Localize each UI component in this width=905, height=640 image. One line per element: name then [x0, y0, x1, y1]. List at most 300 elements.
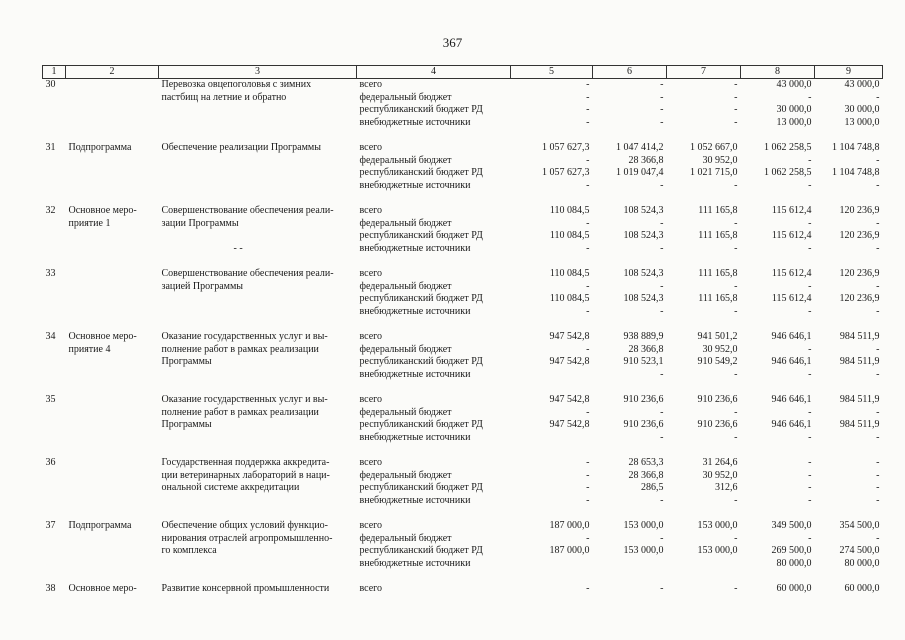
record-number [43, 92, 66, 105]
amount-cell: - [876, 457, 880, 468]
record-type [66, 167, 159, 180]
amount-cell: 108 524,3 [623, 205, 664, 216]
amount-cell: 110 084,5 [549, 268, 590, 279]
record-type [66, 482, 159, 495]
record-name: Совершенствование обеспечения реали- [161, 205, 334, 216]
amount-cell: 120 236,9 [839, 268, 880, 279]
column-header: 1 [43, 66, 66, 79]
table-row [43, 205, 883, 218]
amount-cell: - [586, 469, 590, 481]
table-row [43, 155, 883, 168]
funding-source: республиканский бюджет РД [359, 293, 483, 304]
record-number: 30 [45, 79, 56, 90]
record-name: Государственная поддержка аккредита- [161, 457, 330, 468]
spacer-cell [43, 570, 883, 583]
amount-cell: - [808, 280, 812, 292]
amount-cell: 1 104 748,8 [832, 167, 880, 178]
record-spacer [43, 570, 883, 583]
amount-cell: 13 000,0 [844, 116, 880, 128]
record-spacer [43, 129, 883, 142]
amount-cell: 354 500,0 [839, 520, 880, 531]
amount-cell: 111 165,8 [698, 230, 738, 241]
amount-cell: 946 646,1 [771, 394, 812, 405]
amount-cell: 312,6 [715, 482, 738, 493]
record-type [66, 419, 159, 432]
spacer-cell [43, 444, 883, 457]
amount-cell: 120 236,9 [839, 205, 880, 216]
amount-cell: - [660, 431, 664, 443]
record-number [43, 356, 66, 369]
record-number [43, 218, 66, 231]
amount-cell: 115 612,4 [771, 205, 812, 216]
record-number: 36 [45, 457, 56, 468]
record-number: 34 [45, 331, 56, 342]
record-name: ональной системе аккредитации [161, 482, 300, 493]
amount-cell: 111 165,8 [698, 268, 738, 279]
table-row [43, 533, 883, 546]
funding-source: республиканский бюджет РД [359, 419, 483, 430]
funding-source: всего [359, 205, 383, 216]
amount-cell: 43 000,0 [844, 79, 880, 90]
record-type: Основное меро- [68, 331, 137, 342]
amount-cell: - [660, 242, 664, 254]
amount-cell: 153 000,0 [623, 545, 664, 556]
record-type [66, 268, 159, 281]
amount-cell: - [876, 482, 880, 493]
amount-cell: - [808, 242, 812, 254]
record-name: Программы [161, 356, 212, 367]
record-type [66, 470, 159, 483]
record-name: го комплекса [161, 545, 217, 556]
record-spacer [43, 507, 883, 520]
record-type [66, 369, 159, 382]
amount-cell: 941 501,2 [697, 331, 738, 342]
record-type [66, 407, 159, 420]
amount-cell: 1 019 047,4 [616, 167, 664, 178]
table-row [43, 142, 883, 155]
table-body [43, 79, 883, 596]
record-type: приятие 1 [68, 217, 111, 229]
spacer-cell [43, 507, 883, 520]
table-row [43, 457, 883, 470]
amount-cell: - [808, 91, 812, 103]
column-number-row [43, 66, 883, 79]
record-number [43, 419, 66, 432]
funding-source: республиканский бюджет РД [359, 482, 483, 493]
funding-source: внебюджетные источники [359, 242, 471, 254]
amount-cell: 110 084,5 [549, 293, 590, 304]
column-header: 2 [66, 66, 159, 79]
record-name [159, 558, 357, 571]
amount-cell: 28 366,8 [628, 154, 664, 166]
amount-cell: - [734, 431, 738, 443]
table-row [43, 482, 883, 495]
amount-cell: - [660, 494, 664, 506]
amount-cell: - [586, 280, 590, 292]
funding-source: всего [359, 457, 383, 468]
funding-source: внебюджетные источники [359, 557, 471, 569]
amount-cell: - [876, 305, 880, 317]
table-row [43, 495, 883, 508]
amount-cell: 910 549,2 [697, 356, 738, 367]
table-row [43, 218, 883, 231]
amount-cell: - [808, 457, 812, 468]
record-spacer [43, 318, 883, 331]
record-type: приятие 4 [68, 343, 111, 355]
amount-cell: - [876, 154, 880, 166]
amount-cell: - [586, 179, 590, 191]
amount-cell: 1 062 258,5 [764, 167, 812, 178]
record-name [159, 155, 357, 168]
spacer-cell [43, 381, 883, 394]
column-header: 3 [159, 66, 357, 79]
funding-source: всего [359, 331, 383, 342]
column-header: 8 [741, 66, 815, 79]
table-row [43, 293, 883, 306]
table-row [43, 281, 883, 294]
record-name: зации Программы [161, 217, 239, 229]
amount-cell: 120 236,9 [839, 293, 880, 304]
amount-cell: 947 542,8 [549, 394, 590, 405]
amount-cell: 1 062 258,5 [764, 142, 812, 153]
table-row [43, 470, 883, 483]
table-row [43, 369, 883, 382]
amount-cell: - [808, 305, 812, 317]
record-number [43, 558, 66, 571]
record-name: пастбищ на летние и обратно [161, 91, 287, 103]
amount-cell [511, 369, 593, 382]
page-number: 367 [442, 35, 463, 50]
amount-cell: 286,5 [641, 482, 664, 493]
amount-cell: - [876, 242, 880, 254]
amount-cell: - [876, 532, 880, 544]
funding-source: внебюджетные источники [359, 179, 471, 191]
table-row [43, 268, 883, 281]
spacer-cell [43, 255, 883, 268]
record-name [159, 167, 357, 180]
amount-cell: - [586, 217, 590, 229]
amount-cell: 80 000,0 [844, 557, 880, 569]
record-name: - - [233, 242, 243, 254]
amount-cell [511, 558, 593, 571]
record-name: Развитие консервной промышленности [161, 583, 330, 594]
table-row [43, 419, 883, 432]
amount-cell: 153 000,0 [697, 545, 738, 556]
amount-cell: 30 952,0 [702, 343, 738, 355]
amount-cell: 31 264,6 [702, 457, 738, 468]
amount-cell: - [808, 179, 812, 191]
funding-source: внебюджетные источники [359, 305, 471, 317]
amount-cell: 111 165,8 [698, 293, 738, 304]
table-row [43, 344, 883, 357]
amount-cell: 1 057 627,3 [542, 167, 590, 178]
amount-cell: 30 952,0 [702, 154, 738, 166]
record-spacer [43, 381, 883, 394]
amount-cell: - [660, 280, 664, 292]
amount-cell: 349 500,0 [771, 520, 812, 531]
amount-cell: - [586, 482, 590, 493]
amount-cell: 115 612,4 [771, 293, 812, 304]
record-type [66, 432, 159, 445]
amount-cell: 110 084,5 [549, 205, 590, 216]
amount-cell: - [586, 457, 590, 468]
table-row [43, 520, 883, 533]
amount-cell: - [734, 406, 738, 418]
record-type [66, 533, 159, 546]
record-number [43, 533, 66, 546]
amount-cell: - [660, 217, 664, 229]
column-header: 5 [511, 66, 593, 79]
record-number [43, 545, 66, 558]
amount-cell: 30 000,0 [776, 104, 812, 115]
amount-cell: 910 236,6 [623, 394, 664, 405]
table-row [43, 230, 883, 243]
record-type: Основное меро- [68, 583, 137, 594]
amount-cell: - [586, 79, 590, 90]
amount-cell: 108 524,3 [623, 293, 664, 304]
table-row [43, 558, 883, 571]
amount-cell: - [876, 179, 880, 191]
record-name: Программы [161, 419, 212, 430]
record-name [159, 180, 357, 193]
table-row [43, 243, 883, 256]
amount-cell: - [586, 494, 590, 506]
amount-cell [667, 558, 741, 571]
amount-cell: 13 000,0 [776, 116, 812, 128]
amount-cell: 1 052 667,0 [690, 142, 738, 153]
amount-cell: 28 653,3 [628, 457, 664, 468]
record-name [159, 306, 357, 319]
amount-cell: - [660, 79, 664, 90]
amount-cell [511, 432, 593, 445]
amount-cell: - [876, 469, 880, 481]
amount-cell: 947 542,8 [549, 331, 590, 342]
amount-cell: - [876, 368, 880, 380]
funding-source: всего [359, 268, 383, 279]
record-type: Подпрограмма [68, 142, 132, 153]
record-name [159, 117, 357, 130]
amount-cell: - [660, 305, 664, 317]
record-number [43, 117, 66, 130]
record-type [66, 230, 159, 243]
record-number [43, 344, 66, 357]
amount-cell: - [734, 280, 738, 292]
table-row [43, 92, 883, 105]
record-number: 33 [45, 268, 56, 279]
record-name: Перевозка овцепоголовья с зимних [161, 79, 312, 90]
amount-cell: - [734, 217, 738, 229]
amount-cell: 28 366,8 [628, 343, 664, 355]
record-number [43, 369, 66, 382]
record-type: Основное меро- [68, 205, 137, 216]
record-number [43, 167, 66, 180]
record-number [43, 104, 66, 117]
table-row [43, 407, 883, 420]
record-type [66, 306, 159, 319]
funding-source: республиканский бюджет РД [359, 356, 483, 367]
amount-cell: - [734, 583, 738, 594]
funding-source: республиканский бюджет РД [359, 230, 483, 241]
amount-cell: 30 000,0 [844, 104, 880, 115]
record-name: полнение работ в рамках реализации [161, 406, 319, 418]
record-name [159, 230, 357, 243]
record-number [43, 482, 66, 495]
amount-cell: 269 500,0 [771, 545, 812, 556]
funding-source: федеральный бюджет [359, 217, 452, 229]
amount-cell: - [586, 343, 590, 355]
amount-cell: 60 000,0 [776, 583, 812, 594]
table-row [43, 79, 883, 92]
amount-cell: - [734, 242, 738, 254]
column-header: 7 [667, 66, 741, 79]
record-number [43, 495, 66, 508]
amount-cell: - [808, 406, 812, 418]
column-header: 6 [593, 66, 667, 79]
amount-cell: - [808, 494, 812, 506]
amount-cell: - [808, 154, 812, 166]
record-name: Обеспечение реализации Программы [161, 142, 321, 153]
amount-cell: - [660, 104, 664, 115]
record-type [66, 243, 159, 256]
record-number [43, 432, 66, 445]
table-row [43, 545, 883, 558]
amount-cell: - [876, 343, 880, 355]
record-type [66, 457, 159, 470]
amount-cell: 120 236,9 [839, 230, 880, 241]
amount-cell: 984 511,9 [839, 419, 880, 430]
amount-cell: - [734, 305, 738, 317]
amount-cell: 910 236,6 [623, 419, 664, 430]
amount-cell: 80 000,0 [776, 557, 812, 569]
record-number [43, 180, 66, 193]
table-row [43, 331, 883, 344]
amount-cell: - [660, 116, 664, 128]
record-type [66, 293, 159, 306]
budget-table [42, 65, 883, 596]
funding-source: федеральный бюджет [359, 532, 452, 544]
amount-cell: - [586, 406, 590, 418]
amount-cell: - [876, 280, 880, 292]
amount-cell: - [586, 242, 590, 254]
record-type [66, 558, 159, 571]
amount-cell: - [586, 583, 590, 594]
funding-source: внебюджетные источники [359, 116, 471, 128]
amount-cell: - [734, 494, 738, 506]
record-name: Оказание государственных услуг и вы- [161, 394, 328, 405]
amount-cell: 946 646,1 [771, 331, 812, 342]
amount-cell: - [734, 368, 738, 380]
funding-source: федеральный бюджет [359, 91, 452, 103]
record-type [66, 356, 159, 369]
amount-cell: 187 000,0 [549, 545, 590, 556]
funding-source: всего [359, 583, 383, 594]
funding-source: всего [359, 520, 383, 531]
amount-cell [593, 558, 667, 571]
amount-cell: - [734, 91, 738, 103]
amount-cell: - [734, 116, 738, 128]
amount-cell: - [876, 431, 880, 443]
table-row [43, 167, 883, 180]
record-number [43, 470, 66, 483]
record-spacer [43, 444, 883, 457]
amount-cell: 938 889,9 [623, 331, 664, 342]
amount-cell: - [586, 104, 590, 115]
spacer-cell [43, 318, 883, 331]
funding-source: республиканский бюджет РД [359, 167, 483, 178]
record-name: ции ветеринарных лабораторий в наци- [161, 469, 330, 481]
record-number [43, 243, 66, 256]
record-number [43, 230, 66, 243]
record-type: Подпрограмма [68, 520, 132, 531]
record-number: 31 [45, 142, 56, 153]
amount-cell: 108 524,3 [623, 230, 664, 241]
column-header: 4 [357, 66, 511, 79]
record-type [66, 545, 159, 558]
record-spacer [43, 192, 883, 205]
amount-cell: 115 612,4 [771, 230, 812, 241]
amount-cell: 30 952,0 [702, 469, 738, 481]
funding-source: внебюджетные источники [359, 494, 471, 506]
record-type [66, 180, 159, 193]
amount-cell: 43 000,0 [776, 79, 812, 90]
table-row [43, 180, 883, 193]
amount-cell: - [808, 469, 812, 481]
record-number [43, 293, 66, 306]
amount-cell: - [586, 91, 590, 103]
amount-cell: 115 612,4 [771, 268, 812, 279]
amount-cell: 984 511,9 [839, 394, 880, 405]
record-name [159, 495, 357, 508]
record-number: 32 [45, 205, 56, 216]
record-name: полнение работ в рамках реализации [161, 343, 319, 355]
amount-cell: - [734, 532, 738, 544]
amount-cell: 108 524,3 [623, 268, 664, 279]
amount-cell: - [660, 179, 664, 191]
record-number: 38 [45, 583, 56, 594]
amount-cell: 947 542,8 [549, 356, 590, 367]
amount-cell: - [876, 494, 880, 506]
amount-cell: 946 646,1 [771, 356, 812, 367]
record-name [159, 369, 357, 382]
record-type [66, 394, 159, 407]
record-name: зацией Программы [161, 280, 244, 292]
record-type [66, 117, 159, 130]
amount-cell: - [734, 79, 738, 90]
record-name: Совершенствование обеспечения реали- [161, 268, 334, 279]
amount-cell: 60 000,0 [844, 583, 880, 594]
amount-cell: 910 236,6 [697, 419, 738, 430]
funding-source: республиканский бюджет РД [359, 545, 483, 556]
amount-cell: - [586, 154, 590, 166]
amount-cell: 274 500,0 [839, 545, 880, 556]
funding-source: всего [359, 394, 383, 405]
amount-cell: 984 511,9 [839, 356, 880, 367]
record-number [43, 306, 66, 319]
amount-cell: - [586, 116, 590, 128]
funding-source: федеральный бюджет [359, 280, 452, 292]
amount-cell: - [808, 532, 812, 544]
funding-source: федеральный бюджет [359, 469, 452, 481]
amount-cell: 28 366,8 [628, 469, 664, 481]
amount-cell: - [660, 91, 664, 103]
amount-cell: 153 000,0 [623, 520, 664, 531]
amount-cell: - [876, 217, 880, 229]
record-type [66, 79, 159, 92]
funding-source: республиканский бюджет РД [359, 104, 483, 115]
record-type [66, 104, 159, 117]
amount-cell: - [876, 406, 880, 418]
table-row [43, 432, 883, 445]
